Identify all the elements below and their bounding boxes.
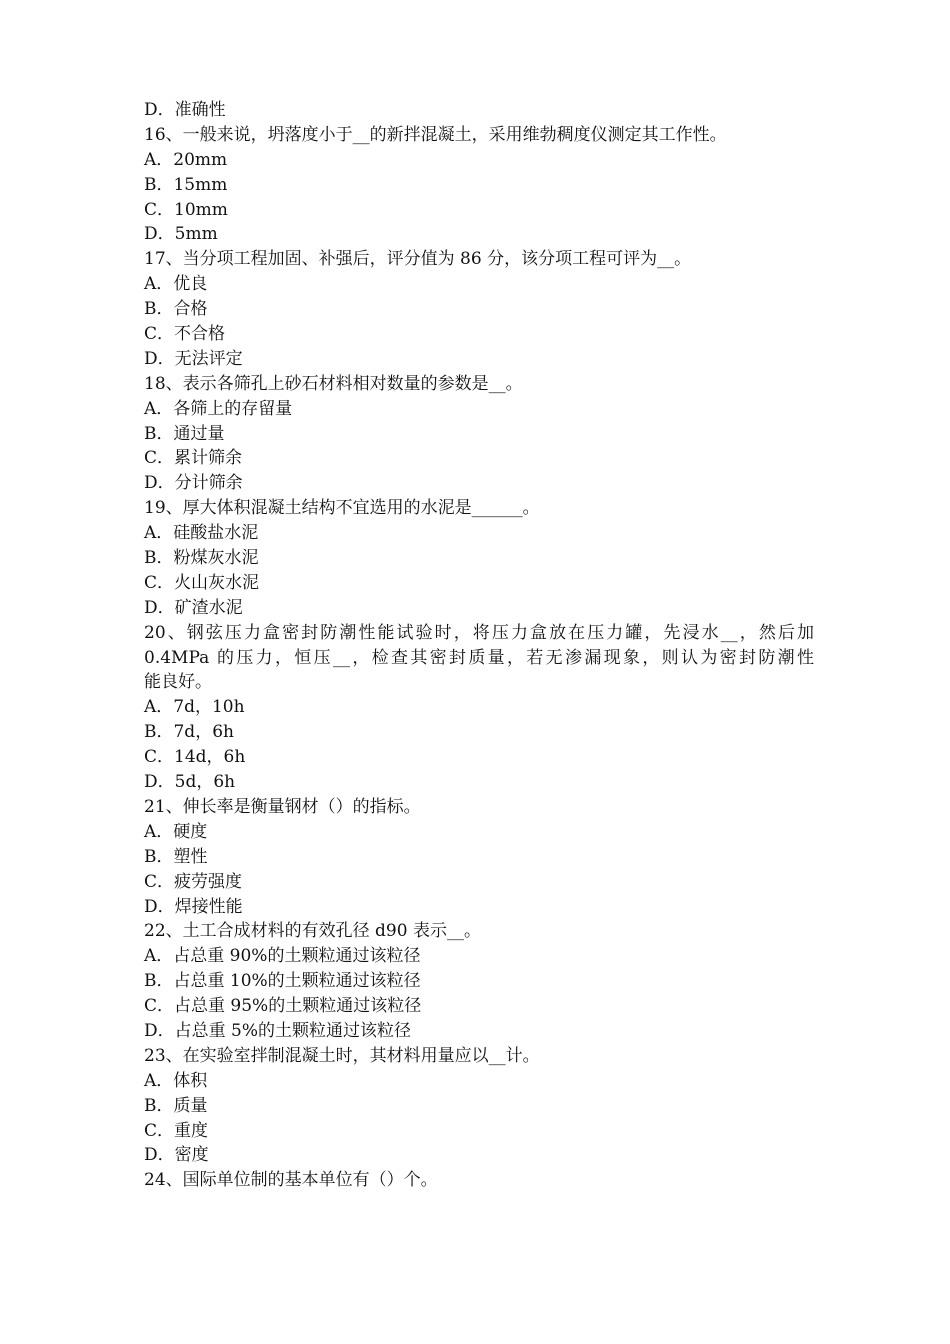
option-line: A．硅酸盐水泥	[144, 523, 259, 544]
option-line: B．占总重 10%的土颗粒通过该粒径	[144, 971, 421, 992]
question-20-line-3: 能良好。	[144, 672, 212, 693]
question-21: 21、伸长率是衡量钢材（）的指标。	[144, 796, 421, 817]
option-line: D．分计筛余	[144, 473, 243, 494]
option-line: A．20mm	[144, 149, 228, 170]
option-line: D．无法评定	[144, 348, 243, 369]
option-line: D．准确性	[144, 100, 226, 120]
question-24: 24、国际单位制的基本单位有（）个。	[144, 1170, 438, 1191]
option-line: A．7d，10h	[144, 697, 245, 718]
option-line: C．累计筛余	[144, 448, 243, 469]
option-line: B．塑性	[144, 846, 208, 867]
option-line: B．15mm	[144, 174, 228, 195]
option-line: C．重度	[144, 1120, 209, 1141]
option-line: C．10mm	[144, 199, 228, 220]
option-line: D．5d，6h	[144, 772, 236, 793]
option-line: B．质量	[144, 1095, 208, 1116]
option-line: A．占总重 90%的土颗粒通过该粒径	[144, 946, 421, 967]
question-list	[144, 98, 814, 1193]
option-line: B．通过量	[144, 423, 225, 444]
question-19: 19、厚大体积混凝土结构不宜选用的水泥是______。	[144, 498, 540, 519]
option-line: D．焊接性能	[144, 896, 243, 917]
option-line: D．5mm	[144, 224, 218, 245]
option-line: A．体积	[144, 1070, 208, 1091]
option-line: A．硬度	[144, 821, 208, 842]
option-line: D．矿渣水泥	[144, 597, 243, 618]
option-line: C．火山灰水泥	[144, 572, 260, 593]
question-20-line-1: 20、钢弦压力盒密封防潮性能试验时，将压力盒放在压力罐，先浸水__，然后加	[144, 622, 814, 643]
question-20-line-2: 0.4MPa 的压力，恒压__，检查其密封质量，若无渗漏现象，则认为密封防潮性	[144, 647, 814, 668]
question-17: 17、当分项工程加固、补强后，评分值为 86 分，该分项工程可评为__。	[144, 249, 692, 270]
option-line: C．疲劳强度	[144, 871, 243, 892]
option-line: D．密度	[144, 1145, 209, 1166]
option-line: C．14d，6h	[144, 747, 246, 768]
option-line: A．优良	[144, 274, 208, 295]
question-16: 16、一般来说，坍落度小于__的新拌混凝土，采用维勃稠度仪测定其工作性。	[144, 124, 727, 145]
question-18: 18、表示各筛孔上砂石材料相对数量的参数是__。	[144, 373, 523, 394]
option-line: B．7d，6h	[144, 722, 234, 743]
option-line: D．占总重 5%的土颗粒通过该粒径	[144, 1020, 412, 1041]
option-line: B．粉煤灰水泥	[144, 548, 259, 569]
question-23: 23、在实验室拌制混凝土时，其材料用量应以__计。	[144, 1045, 540, 1066]
option-line: A．各筛上的存留量	[144, 398, 293, 419]
option-line: C．占总重 95%的土颗粒通过该粒径	[144, 996, 422, 1017]
option-line: C．不合格	[144, 324, 226, 345]
option-line: B．合格	[144, 299, 208, 320]
question-22: 22、土工合成材料的有效孔径 d90 表示__。	[144, 921, 481, 942]
